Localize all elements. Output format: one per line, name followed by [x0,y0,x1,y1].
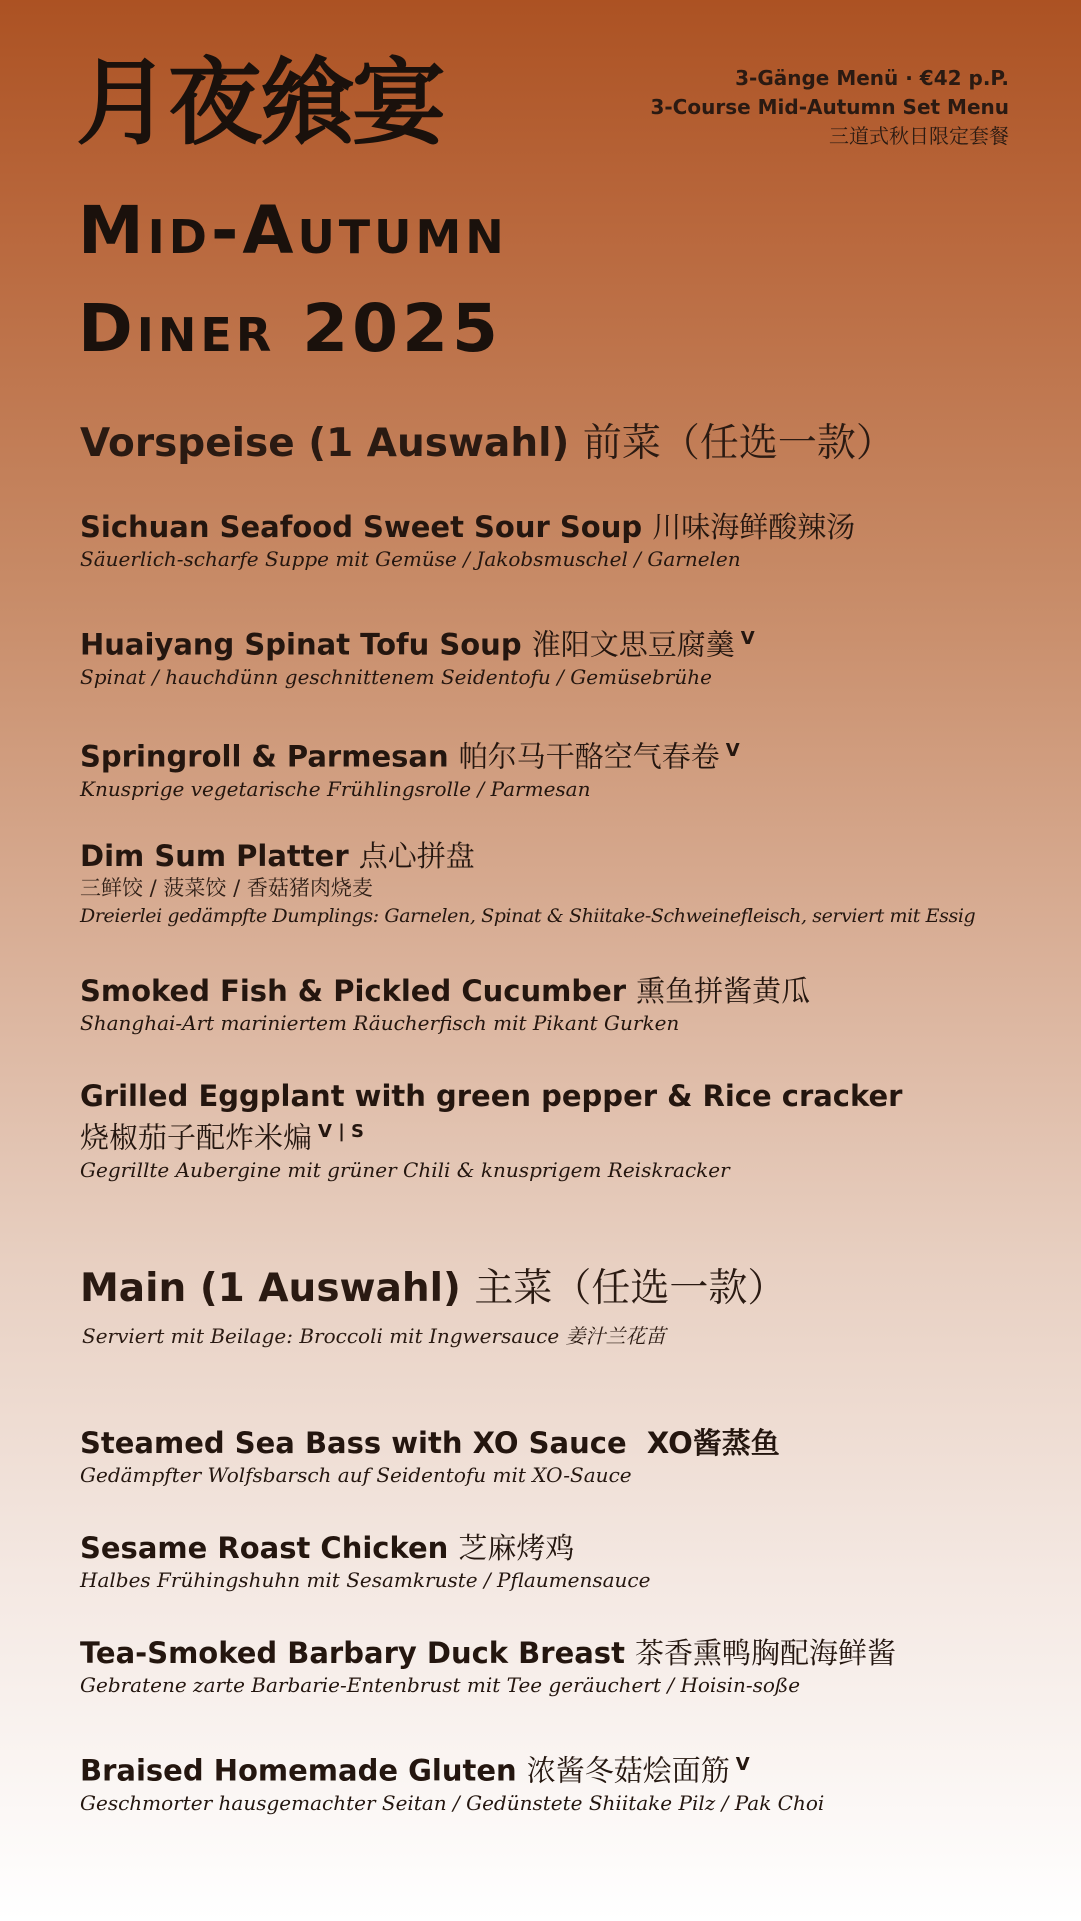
dish-name [80,509,1020,545]
dish-description: Spinat / hauchdünn geschnittenem Seidentofu / Gemüsebrühe [80,664,712,689]
dish-name-chinese: 浓酱冬菇烩面筋 [526,1753,730,1788]
dish-name [80,1635,1020,1671]
menu-title-line-2: Diner 2025 [78,290,502,367]
dish-name [80,973,1020,1009]
dish-name-text: Braised Homemade Gluten [80,1753,517,1788]
dish-name-text: Steamed Sea Bass with XO Sauce [80,1426,627,1460]
menu-item [80,1530,1020,1594]
dish-name-text: Sesame Roast Chicken [80,1531,449,1565]
dish-description: Shanghai-Art mariniertem Räucherfisch mit Pikant Gurken [80,1011,680,1035]
price-line-english: 3-Course Mid-Autumn Set Menu [650,95,1009,119]
dish-name [80,733,1020,775]
dish-name-chinese: 帕尔马干酪空气春卷 [458,739,720,774]
dish-name-chinese: 淮阳文思豆腐羹 [531,627,735,662]
price-line-chinese: 三道式秋日限定套餐 [829,124,1009,148]
menu-item [80,1635,1020,1699]
dish-name-chinese: 芝麻烤鸡 [458,1531,575,1565]
menu-title-line-1: Mid-Autumn [78,192,508,269]
menu-item [80,621,1020,691]
dish-description: Halbes Frühingshuhn mit Sesamkruste / Pflaumensauce [80,1568,651,1592]
dish-description: Gegrillte Aubergine mit grüner Chili & knusprigem Reiskracker [80,1157,730,1182]
dish-name-text: Dim Sum Platter [80,839,349,873]
dish-name-chinese: 烧椒茄子配炸米煸 [80,1120,313,1155]
section-title-starters [80,423,895,466]
dish-description: Gedämpfter Wolfsbarsch auf Seidentofu mit XO-Sauce [80,1463,632,1487]
price-line-german: 3-Gänge Menü · €42 p.P. [735,66,1009,90]
menu-item [80,733,1020,803]
dietary-tag: V [740,628,755,649]
dish-name-chinese: 茶香熏鸭胸配海鲜酱 [635,1636,897,1670]
menu-item [80,973,1020,1037]
dish-name-text: Tea-Smoked Barbary Duck Breast [80,1636,625,1670]
section-title-mains [80,1268,786,1311]
section-title-chinese: 主菜（任选一款） [474,1266,787,1311]
dish-name [80,838,1020,874]
section-title-text: Vorspeise (1 Auswahl) [80,421,570,466]
dish-name: Grilled Eggplant with green pepper & Rice cracker [80,1079,903,1113]
dish-name-chinese: 熏鱼拼酱黄瓜 [636,974,811,1008]
dish-name-text: Sichuan Seafood Sweet Sour Soup [80,510,643,544]
dish-name [80,621,1020,663]
dish-description: Säuerlich-scharfe Suppe mit Gemüse / Jakobsmuschel / Garnelen [80,547,741,571]
dish-name-chinese-line [80,1114,1020,1156]
menu-item [80,1747,1020,1817]
dietary-tag: V | S [318,1121,365,1142]
side-dish-note: Serviert mit Beilage: Broccoli mit Ingwersauce 姜汁兰花苗 [82,1324,666,1348]
dietary-tag: V [735,1754,750,1775]
menu-item [80,838,1020,930]
menu-title-chinese: 月夜飨宴 [76,48,445,158]
dish-description: Geschmorter hausgemachter Seitan / Gedünstete Shiitake Pilz / Pak Choi [80,1790,825,1815]
dish-name-chinese: XO酱蒸鱼 [646,1426,780,1460]
dish-name-text: Huaiyang Spinat Tofu Soup [80,627,522,662]
dietary-tag: V [725,740,740,761]
dish-subtitle-chinese: 三鲜饺 / 菠菜饺 / 香菇猪肉烧麦 [80,876,373,900]
dish-name-text: Springroll & Parmesan [80,739,449,774]
dish-description: Gebratene zarte Barbarie-Entenbrust mit Tee geräuchert / Hoisin-soße [80,1673,801,1697]
menu-title-english [78,182,718,378]
dish-name [80,1530,1020,1566]
section-title-chinese: 前菜（任选一款） [582,421,895,466]
dish-name [80,1425,1020,1461]
menu-item [80,1425,1020,1489]
dish-name-chinese: 川味海鲜酸辣汤 [652,510,856,544]
dish-description: Dreierlei gedämpfte Dumplings: Garnelen, Spinat & Shiitake-Schweinefleisch, serviert mit Essig [80,905,976,927]
dish-name-chinese: 点心拼盘 [358,839,475,873]
menu-item [80,1078,1020,1184]
menu-item [80,509,1020,573]
dish-name-text: Smoked Fish & Pickled Cucumber [80,974,627,1008]
price-info [650,64,1009,151]
section-title-text: Main (1 Auswahl) [80,1266,461,1311]
dish-name [80,1747,1020,1789]
dish-description: Knusprige vegetarische Frühlingsrolle / Parmesan [80,776,591,801]
